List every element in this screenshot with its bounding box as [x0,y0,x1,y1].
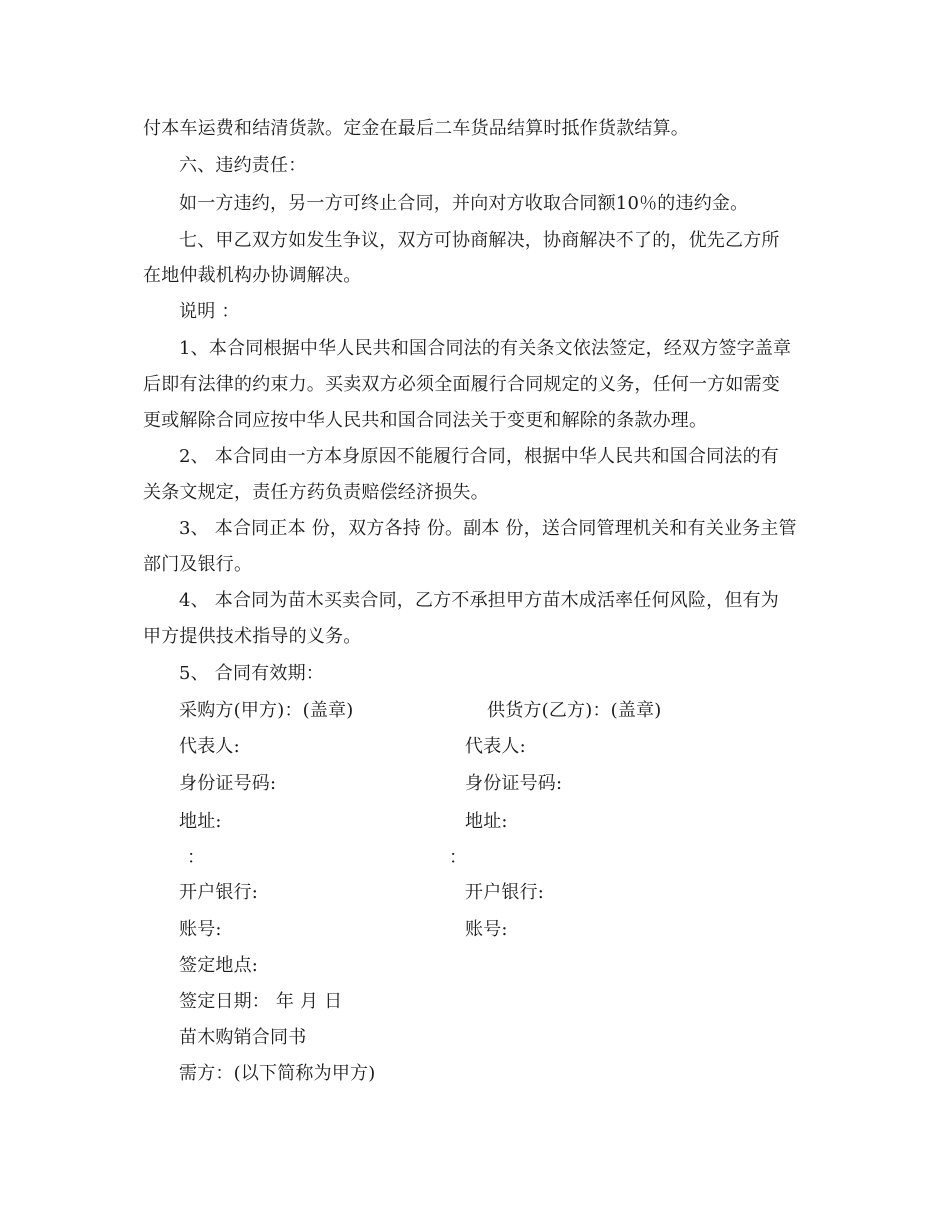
paragraph-line: 5、 合同有效期： [179,663,324,684]
buyer-colon: ： [187,847,206,868]
paragraph-line: 甲方提供技术指导的义务。 [143,626,362,647]
paragraph-line: 更或解除合同应按中华人民共和国合同法关于变更和解除的条款办理。 [143,410,708,431]
paragraph-line: 七、甲乙双方如发生争议，双方可协商解决，协商解决不了的，优先乙方所 [179,230,780,251]
seller-representative: 代表人: [465,736,526,757]
buyer-title: 采购方(甲方)：(盖章) [179,700,354,721]
paragraph-line: 2、 本合同由一方本身原因不能履行合同，根据中华人民共和国合同法的有 [179,446,779,467]
next-contract-party: 需方：(以下简称为甲方) [179,1063,376,1084]
seller-account: 账号: [465,919,508,940]
buyer-account: 账号: [179,919,222,940]
paragraph-line: 3、 本合同正本 份，双方各持 份。副本 份，送合同管理机关和有关业务主管 [179,518,797,539]
paragraph-line: 4、 本合同为苗木买卖合同，乙方不承担甲方苗木成活率任何风险，但有为 [179,590,779,611]
paragraph-line: 在地仲裁机构办协调解决。 [143,265,362,286]
seller-id-number: 身份证号码: [465,773,563,794]
paragraph-line: 1、本合同根据中华人民共和国合同法的有关条文依法签定，经双方签字盖章 [179,338,792,359]
sign-date: 签定日期： 年 月 日 [179,991,343,1012]
next-contract-title: 苗木购销合同书 [179,1027,307,1048]
section-heading: 六、违约责任： [179,155,307,176]
buyer-address: 地址: [179,811,222,832]
buyer-representative: 代表人: [179,736,240,757]
seller-title: 供货方(乙方)：(盖章) [487,700,662,721]
section-heading: 说明 ： [179,301,240,322]
seller-address: 地址: [465,811,508,832]
paragraph-line: 如一方违约，另一方可终止合同，并向对方收取合同额10％的违约金。 [179,193,749,214]
paragraph-line: 关条文规定，责任方药负责赔偿经济损失。 [143,482,489,503]
buyer-bank: 开户银行: [179,882,259,903]
paragraph-line: 后即有法律的约束力。买卖双方必须全面履行合同规定的义务，任何一方如需变 [143,374,780,395]
seller-bank: 开户银行: [465,882,545,903]
buyer-id-number: 身份证号码: [179,773,277,794]
seller-colon: ： [449,847,468,868]
paragraph-line: 付本车运费和结清货款。定金在最后二车货品结算时抵作货款结算。 [143,118,689,139]
sign-place: 签定地点: [179,955,259,976]
paragraph-line: 部门及银行。 [143,554,253,575]
